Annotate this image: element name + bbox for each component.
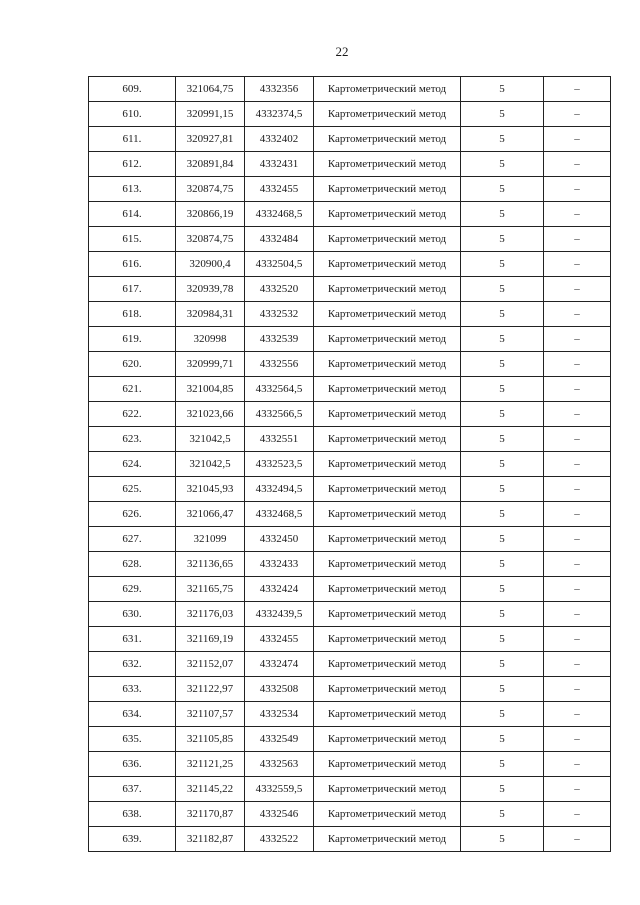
coordinate-x-cell: 320900,4 bbox=[176, 252, 245, 277]
coordinate-x-cell: 321145,22 bbox=[176, 777, 245, 802]
table-row bbox=[89, 77, 611, 102]
coordinate-y-cell: 4332523,5 bbox=[245, 452, 314, 477]
coordinate-x-cell: 320891,84 bbox=[176, 152, 245, 177]
coordinate-x-cell: 321182,87 bbox=[176, 827, 245, 852]
precision-cell: 5 bbox=[461, 402, 544, 427]
method-cell: Картометрический метод bbox=[314, 277, 461, 302]
table-row bbox=[89, 827, 611, 852]
coordinate-x-cell: 321136,65 bbox=[176, 552, 245, 577]
precision-cell: 5 bbox=[461, 502, 544, 527]
table-row bbox=[89, 302, 611, 327]
point-number-cell: 638. bbox=[89, 802, 176, 827]
extra-cell: – bbox=[544, 477, 611, 502]
method-cell: Картометрический метод bbox=[314, 452, 461, 477]
method-cell: Картометрический метод bbox=[314, 602, 461, 627]
point-number-cell: 634. bbox=[89, 702, 176, 727]
table-row bbox=[89, 227, 611, 252]
precision-cell: 5 bbox=[461, 277, 544, 302]
point-number-cell: 639. bbox=[89, 827, 176, 852]
extra-cell: – bbox=[544, 127, 611, 152]
precision-cell: 5 bbox=[461, 302, 544, 327]
coordinate-y-cell: 4332424 bbox=[245, 577, 314, 602]
table-row bbox=[89, 102, 611, 127]
table-row bbox=[89, 327, 611, 352]
table-row bbox=[89, 277, 611, 302]
precision-cell: 5 bbox=[461, 527, 544, 552]
point-number-cell: 627. bbox=[89, 527, 176, 552]
coordinate-x-cell: 321042,5 bbox=[176, 452, 245, 477]
point-number-cell: 609. bbox=[89, 77, 176, 102]
coordinate-y-cell: 4332522 bbox=[245, 827, 314, 852]
point-number-cell: 617. bbox=[89, 277, 176, 302]
table-row bbox=[89, 777, 611, 802]
point-number-cell: 628. bbox=[89, 552, 176, 577]
point-number-cell: 619. bbox=[89, 327, 176, 352]
precision-cell: 5 bbox=[461, 752, 544, 777]
point-number-cell: 625. bbox=[89, 477, 176, 502]
extra-cell: – bbox=[544, 577, 611, 602]
point-number-cell: 613. bbox=[89, 177, 176, 202]
coordinate-y-cell: 4332455 bbox=[245, 177, 314, 202]
extra-cell: – bbox=[544, 652, 611, 677]
precision-cell: 5 bbox=[461, 102, 544, 127]
precision-cell: 5 bbox=[461, 477, 544, 502]
coordinate-y-cell: 4332494,5 bbox=[245, 477, 314, 502]
method-cell: Картометрический метод bbox=[314, 402, 461, 427]
point-number-cell: 614. bbox=[89, 202, 176, 227]
point-number-cell: 633. bbox=[89, 677, 176, 702]
coordinate-x-cell: 321176,03 bbox=[176, 602, 245, 627]
point-number-cell: 618. bbox=[89, 302, 176, 327]
extra-cell: – bbox=[544, 377, 611, 402]
precision-cell: 5 bbox=[461, 127, 544, 152]
precision-cell: 5 bbox=[461, 152, 544, 177]
point-number-cell: 620. bbox=[89, 352, 176, 377]
method-cell: Картометрический метод bbox=[314, 77, 461, 102]
coordinate-y-cell: 4332539 bbox=[245, 327, 314, 352]
precision-cell: 5 bbox=[461, 252, 544, 277]
table-row bbox=[89, 502, 611, 527]
method-cell: Картометрический метод bbox=[314, 577, 461, 602]
coordinate-x-cell: 320866,19 bbox=[176, 202, 245, 227]
precision-cell: 5 bbox=[461, 552, 544, 577]
precision-cell: 5 bbox=[461, 827, 544, 852]
coordinate-y-cell: 4332433 bbox=[245, 552, 314, 577]
coordinate-y-cell: 4332546 bbox=[245, 802, 314, 827]
point-number-cell: 630. bbox=[89, 602, 176, 627]
coordinate-y-cell: 4332520 bbox=[245, 277, 314, 302]
point-number-cell: 632. bbox=[89, 652, 176, 677]
table-row bbox=[89, 627, 611, 652]
extra-cell: – bbox=[544, 802, 611, 827]
coordinate-y-cell: 4332534 bbox=[245, 702, 314, 727]
coordinate-x-cell: 320927,81 bbox=[176, 127, 245, 152]
table-row bbox=[89, 202, 611, 227]
coordinate-y-cell: 4332468,5 bbox=[245, 202, 314, 227]
coordinate-x-cell: 321121,25 bbox=[176, 752, 245, 777]
extra-cell: – bbox=[544, 827, 611, 852]
extra-cell: – bbox=[544, 77, 611, 102]
method-cell: Картометрический метод bbox=[314, 727, 461, 752]
coordinate-x-cell: 321165,75 bbox=[176, 577, 245, 602]
point-number-cell: 626. bbox=[89, 502, 176, 527]
method-cell: Картометрический метод bbox=[314, 502, 461, 527]
coordinate-y-cell: 4332439,5 bbox=[245, 602, 314, 627]
coordinate-x-cell: 320874,75 bbox=[176, 177, 245, 202]
coordinate-y-cell: 4332455 bbox=[245, 627, 314, 652]
precision-cell: 5 bbox=[461, 577, 544, 602]
extra-cell: – bbox=[544, 627, 611, 652]
point-number-cell: 629. bbox=[89, 577, 176, 602]
extra-cell: – bbox=[544, 327, 611, 352]
table-row bbox=[89, 127, 611, 152]
table-row bbox=[89, 652, 611, 677]
point-number-cell: 621. bbox=[89, 377, 176, 402]
coordinate-y-cell: 4332549 bbox=[245, 727, 314, 752]
coordinate-x-cell: 320874,75 bbox=[176, 227, 245, 252]
coordinate-y-cell: 4332556 bbox=[245, 352, 314, 377]
table-row bbox=[89, 677, 611, 702]
coordinate-x-cell: 320998 bbox=[176, 327, 245, 352]
table-body bbox=[89, 77, 611, 852]
method-cell: Картометрический метод bbox=[314, 677, 461, 702]
coordinates-table bbox=[88, 76, 611, 852]
extra-cell: – bbox=[544, 527, 611, 552]
coordinate-y-cell: 4332563 bbox=[245, 752, 314, 777]
coordinate-x-cell: 321004,85 bbox=[176, 377, 245, 402]
coordinate-y-cell: 4332551 bbox=[245, 427, 314, 452]
table-row bbox=[89, 752, 611, 777]
table-row bbox=[89, 402, 611, 427]
method-cell: Картометрический метод bbox=[314, 552, 461, 577]
coordinate-y-cell: 4332356 bbox=[245, 77, 314, 102]
coordinate-x-cell: 321107,57 bbox=[176, 702, 245, 727]
extra-cell: – bbox=[544, 202, 611, 227]
table-row bbox=[89, 177, 611, 202]
extra-cell: – bbox=[544, 302, 611, 327]
precision-cell: 5 bbox=[461, 352, 544, 377]
coordinate-x-cell: 321042,5 bbox=[176, 427, 245, 452]
precision-cell: 5 bbox=[461, 452, 544, 477]
method-cell: Картометрический метод bbox=[314, 352, 461, 377]
method-cell: Картометрический метод bbox=[314, 427, 461, 452]
coordinate-x-cell: 321064,75 bbox=[176, 77, 245, 102]
coordinate-y-cell: 4332532 bbox=[245, 302, 314, 327]
point-number-cell: 624. bbox=[89, 452, 176, 477]
table-row bbox=[89, 452, 611, 477]
method-cell: Картометрический метод bbox=[314, 627, 461, 652]
extra-cell: – bbox=[544, 702, 611, 727]
precision-cell: 5 bbox=[461, 227, 544, 252]
method-cell: Картометрический метод bbox=[314, 152, 461, 177]
coordinate-x-cell: 321169,19 bbox=[176, 627, 245, 652]
table-row bbox=[89, 252, 611, 277]
extra-cell: – bbox=[544, 402, 611, 427]
method-cell: Картометрический метод bbox=[314, 102, 461, 127]
method-cell: Картометрический метод bbox=[314, 752, 461, 777]
coordinate-y-cell: 4332431 bbox=[245, 152, 314, 177]
precision-cell: 5 bbox=[461, 202, 544, 227]
extra-cell: – bbox=[544, 177, 611, 202]
precision-cell: 5 bbox=[461, 427, 544, 452]
coordinate-y-cell: 4332450 bbox=[245, 527, 314, 552]
point-number-cell: 616. bbox=[89, 252, 176, 277]
precision-cell: 5 bbox=[461, 177, 544, 202]
page-number: 22 bbox=[335, 44, 349, 59]
coordinate-y-cell: 4332484 bbox=[245, 227, 314, 252]
coordinate-x-cell: 321066,47 bbox=[176, 502, 245, 527]
extra-cell: – bbox=[544, 277, 611, 302]
table-row bbox=[89, 577, 611, 602]
method-cell: Картометрический метод bbox=[314, 802, 461, 827]
table-row bbox=[89, 702, 611, 727]
table-row bbox=[89, 377, 611, 402]
extra-cell: – bbox=[544, 502, 611, 527]
extra-cell: – bbox=[544, 102, 611, 127]
extra-cell: – bbox=[544, 602, 611, 627]
coordinate-x-cell: 320984,31 bbox=[176, 302, 245, 327]
precision-cell: 5 bbox=[461, 727, 544, 752]
method-cell: Картометрический метод bbox=[314, 377, 461, 402]
coordinate-y-cell: 4332559,5 bbox=[245, 777, 314, 802]
table-row bbox=[89, 352, 611, 377]
coordinate-x-cell: 321045,93 bbox=[176, 477, 245, 502]
precision-cell: 5 bbox=[461, 327, 544, 352]
table-row bbox=[89, 477, 611, 502]
table-row bbox=[89, 802, 611, 827]
coordinate-y-cell: 4332474 bbox=[245, 652, 314, 677]
extra-cell: – bbox=[544, 452, 611, 477]
precision-cell: 5 bbox=[461, 677, 544, 702]
method-cell: Картометрический метод bbox=[314, 327, 461, 352]
coordinate-y-cell: 4332402 bbox=[245, 127, 314, 152]
point-number-cell: 610. bbox=[89, 102, 176, 127]
coordinate-y-cell: 4332564,5 bbox=[245, 377, 314, 402]
precision-cell: 5 bbox=[461, 652, 544, 677]
table-row bbox=[89, 152, 611, 177]
method-cell: Картометрический метод bbox=[314, 252, 461, 277]
extra-cell: – bbox=[544, 727, 611, 752]
method-cell: Картометрический метод bbox=[314, 777, 461, 802]
extra-cell: – bbox=[544, 227, 611, 252]
extra-cell: – bbox=[544, 427, 611, 452]
coordinate-x-cell: 320939,78 bbox=[176, 277, 245, 302]
precision-cell: 5 bbox=[461, 377, 544, 402]
method-cell: Картометрический метод bbox=[314, 227, 461, 252]
coordinate-y-cell: 4332504,5 bbox=[245, 252, 314, 277]
extra-cell: – bbox=[544, 552, 611, 577]
coordinate-y-cell: 4332508 bbox=[245, 677, 314, 702]
table-row bbox=[89, 427, 611, 452]
coordinate-x-cell: 321152,07 bbox=[176, 652, 245, 677]
method-cell: Картометрический метод bbox=[314, 702, 461, 727]
table-row bbox=[89, 527, 611, 552]
method-cell: Картометрический метод bbox=[314, 477, 461, 502]
point-number-cell: 612. bbox=[89, 152, 176, 177]
method-cell: Картометрический метод bbox=[314, 527, 461, 552]
table-row bbox=[89, 602, 611, 627]
precision-cell: 5 bbox=[461, 802, 544, 827]
coordinate-x-cell: 321122,97 bbox=[176, 677, 245, 702]
extra-cell: – bbox=[544, 152, 611, 177]
coordinate-x-cell: 320991,15 bbox=[176, 102, 245, 127]
table-row bbox=[89, 552, 611, 577]
precision-cell: 5 bbox=[461, 627, 544, 652]
extra-cell: – bbox=[544, 752, 611, 777]
method-cell: Картометрический метод bbox=[314, 652, 461, 677]
method-cell: Картометрический метод bbox=[314, 827, 461, 852]
point-number-cell: 622. bbox=[89, 402, 176, 427]
point-number-cell: 615. bbox=[89, 227, 176, 252]
coordinate-x-cell: 321023,66 bbox=[176, 402, 245, 427]
extra-cell: – bbox=[544, 252, 611, 277]
method-cell: Картометрический метод bbox=[314, 177, 461, 202]
point-number-cell: 631. bbox=[89, 627, 176, 652]
extra-cell: – bbox=[544, 352, 611, 377]
method-cell: Картометрический метод bbox=[314, 202, 461, 227]
point-number-cell: 636. bbox=[89, 752, 176, 777]
coordinate-y-cell: 4332566,5 bbox=[245, 402, 314, 427]
precision-cell: 5 bbox=[461, 77, 544, 102]
coordinate-x-cell: 321170,87 bbox=[176, 802, 245, 827]
table-row bbox=[89, 727, 611, 752]
point-number-cell: 611. bbox=[89, 127, 176, 152]
method-cell: Картометрический метод bbox=[314, 302, 461, 327]
point-number-cell: 637. bbox=[89, 777, 176, 802]
method-cell: Картометрический метод bbox=[314, 127, 461, 152]
precision-cell: 5 bbox=[461, 602, 544, 627]
extra-cell: – bbox=[544, 677, 611, 702]
coordinate-x-cell: 321105,85 bbox=[176, 727, 245, 752]
precision-cell: 5 bbox=[461, 777, 544, 802]
coordinate-x-cell: 321099 bbox=[176, 527, 245, 552]
point-number-cell: 623. bbox=[89, 427, 176, 452]
coordinate-y-cell: 4332374,5 bbox=[245, 102, 314, 127]
extra-cell: – bbox=[544, 777, 611, 802]
coordinate-y-cell: 4332468,5 bbox=[245, 502, 314, 527]
coordinate-x-cell: 320999,71 bbox=[176, 352, 245, 377]
point-number-cell: 635. bbox=[89, 727, 176, 752]
precision-cell: 5 bbox=[461, 702, 544, 727]
